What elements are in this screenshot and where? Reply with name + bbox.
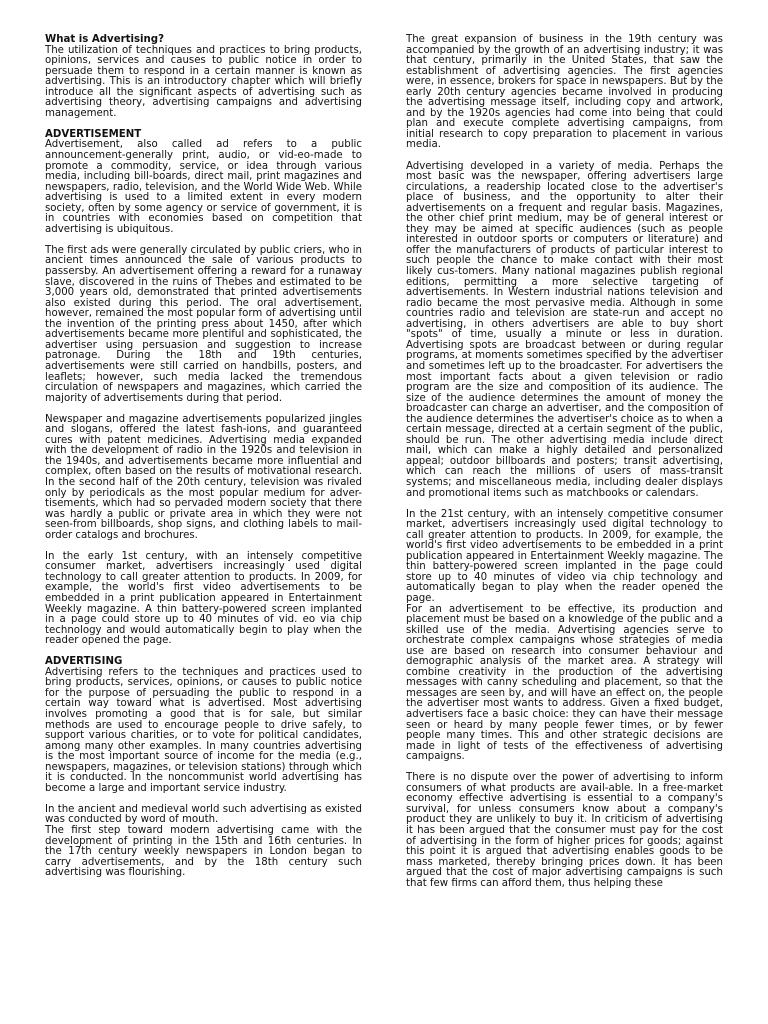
heading-advertising: ADVERTISING — [45, 656, 123, 668]
paragraph-first-ads: The first ads were generally circulated by public criers, who in ancient times announced the sale of various products to passersby. An advertisement offering a reward for a runaway slave, discovered in the ruins of Thebes and estimated to be 3,000 years old, demonstrated that printed advertisements also existed during this period. The oral advertisement, however, remained the most popular form of advertising until the invention of the printing press about 1450, after which advertisements became more plentiful and sophisticated, the advertiser using persuasion and suggestion to increase patronage. During the 18th and 19th centuries, advertisements were still carried on handbills, posters, and leaflets; however, such media lacked the tremendous circulation of newspapers and magazines, which carried the majority of advertisements during that period. — [45, 244, 363, 404]
right-column — [406, 35, 723, 889]
paragraph-expansion: The great expansion of business in the 19th century was accompanied by the growth of an advertising industry; it was that century, primarily in the United States, that saw the establishment of advertising agencies. The first agencies were, in essence, brokers for space in newspapers. But by the early 20th century agencies became involved in producing the advertising message itself, including copy and artwork, and by the 1920s agencies had come into being that could plan and execute complete advertising campaigns, from initial research to copy preparation to placement in various media. — [406, 34, 723, 151]
left-column — [45, 35, 362, 879]
paragraph-media: Advertising developed in a variety of media. Perhaps the most basic was the newspaper, offering advertisers large circulations, a readership located close to the advertiser's place of business, and the opportunity to alter their advertisements on a frequent and regular basis. Magazines, the other chief print medium, may be of general interest or they may be aimed at specific audiences (such as people interested in outdoor sports or computers or literature) and offer the manufacturers of products of particular interest to such people the chance to make contact with their most likely cus-tomers. Many national magazines publish regional editions, permitting a more selective targeting of advertisements. In Western industrial nations television and radio became the most pervasive media. Although in some countries radio and television are state-run and accept no advertising, in others advertisers are able to buy short "spots" of time, usually a minute or less in duration. Advertising spots are broadcast between or during regular programs, at moments sometimes specified by the advertiser and sometimes left up to the broadcaster. For advertisers the most important facts about a given television or radio program are the size and composition of its audience. The size of the audience determines the amount of money the broadcaster can charge an advertiser, and the composition of the audience determines the advertiser's choice as to when a certain message, directed at a certain segment of the public, should be run. The other advertising media include direct mail, which can make a highly detailed and personalized appeal; outdoor billboards and posters; transit advertising, which can reach the millions of users of mass-transit systems; and miscellaneous media, including dealer displays and promotional items such as matchbooks or calendars. — [406, 160, 723, 499]
paragraph-21st-century: In the 21st century, with an intensely competitive consumer market, advertisers increasingly used digital technology to call greater attention to products. In 2009, for example, the world's first video advertisements to be embedded in a print publication appeared in Entertainment Weekly magazine. The thin battery-powered screen implanted in the page could store up to 40 minutes of video via chip technology and automatically began to play when the reader opened the page. — [406, 508, 723, 604]
paragraph-effective: For an advertisement to be effective, its production and placement must be based on a knowledge of the public and a skilled use of the media. Advertising agencies serve to orchestrate complex campaigns whose strategies of media use are based on research into consumer behaviour and demographic analysis of the market area. A strategy will combine creativity in the production of the advertising messages with canny scheduling and placement, so that the messages are seen by, and will have an effect on, the people the advertiser most wants to address. Given a fixed budget, advertisers face a basic choice: they can have their message seen or heard by many people fewer times, or by fewer people many times. This and other strategic decisions are made in light of tests of the effectiveness of advertising campaigns. — [406, 603, 723, 763]
paragraph-intro: The utilization of techniques and practices to bring products, opinions, services and causes to public notice in order to persuade them to respond in a certain manner is known as advertising. This is an introductory chapter which will briefly introduce all the significant aspects of advertising such as advertising theory, advertising campaigns and advertising management. — [45, 44, 362, 119]
paragraph-dispute: There is no dispute over the power of advertising to inform consumers of what products are avail-able. In a free-market economy effective advertising is essential to a company's survival, for unless consumers know about a company's product they are unlikely to buy it. In criticism of advertising it has been argued that the consumer must pay for the cost of advertising in the form of higher prices for goods; against this point it is argued that advertising enables goods to be mass marketed, thereby bringing prices down. It has been argued that the cost of major advertising campaigns is such that few firms can afford them, thus helping these — [406, 772, 723, 889]
paragraph-advertising: Advertising refers to the techniques and practices used to bring products, services, opinions, or causes to public notice for the purpose of persuading the public to respond in a certain way toward what is advertised. Most advertising involves promoting a good that is for sale, but similar methods are used to encourage people to drive safely, to support various charities, or to vote for political candidates, among many other examples. In many countries advertising is the most important source of income for the media (e.g., newspapers, magazines, or television stations) through which it is conducted. In the noncommunist world advertising has become a large and important service industry. — [45, 666, 362, 794]
heading-advertisement: ADVERTISEMENT — [45, 128, 142, 140]
heading-what-is-advertising: What is Advertising? — [45, 34, 165, 45]
paragraph-advertisement: Advertisement, also called ad refers to a public announcement-generally print, audio, or vid-eo-made to promote a commodity, service, or idea through various media, including bill-boards, direct mail, print magazines and newspapers, radio, television, and the World Wide Web. While advertising is used to a limited extent in every modern society, often by some agency or service of government, it is in countries with economies based on competition that advertising is ubiquitous. — [45, 139, 362, 235]
paragraph-newspaper: Newspaper and magazine advertisements popularized jingles and slogans, offered the latest fash-ions, and guaranteed cures with patent medicines. Advertising media expanded with the development of radio in the 1920s and television in the 1940s, and advertisements became more influential and complex, often based on the results of motivational research. In the second half of the 20th century, television was rivaled only by periodicals as the most popular medium for adver-tisements, which had so pervaded modern society that there was hardly a public or private area in which they were not seen-from billboards, shop signs, and clothing labels to mail-order catalogs and brochures. — [45, 413, 362, 541]
paragraph-ancient: In the ancient and medieval world such advertising as existed was conducted by word of mouth. — [45, 803, 362, 826]
paragraph-early-1st-century: In the early 1st century, with an intensely competitive consumer market, advertisers increasingly used digital technology to call greater attention to products. In 2009, for example, the world's first video advertisements to be embedded in a print publication appeared in Entertainment Weekly magazine. A thin battery-powered screen implanted in a page could store up to 40 minutes of vid. eo via chip technology and would automatically begin to play when the reader opened the page. — [45, 550, 362, 647]
paragraph-first-step: The first step toward modern advertising came with the development of printing in the 15th and 16th centuries. In the 17th century weekly newspapers in London began to carry advertisements, and by the 18th century such advertising was flourishing. — [45, 825, 362, 879]
